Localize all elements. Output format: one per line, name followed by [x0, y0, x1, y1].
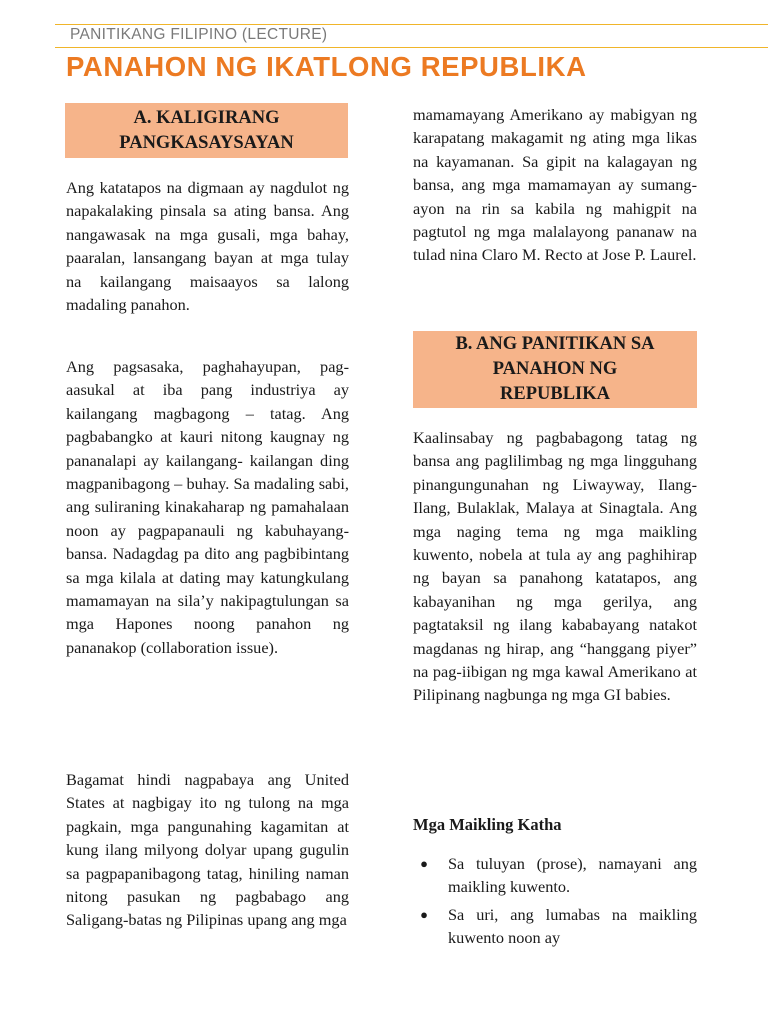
paragraph-panitikan: Kaalinsabay ng pagbabagong tatag ng bansa ang paglilimbag ng mga lingguhang pinangungunahan ng Liwayway, Ilang-Ilang, Bulaklak, Malaya at Sinagtala. Ang mga naging tema ng mga maikling kuwento, nobela at tula ay ang paghihirap ng bayan sa panahong katatapos, ang kabayanihan ng mga gerilya, ang pagtataksil ng ilang kababayang natakot magdanas ng hirap, ang “hanggang piyer” na pag-iibigan ng mga kawal Amerikano at Pilipinang nagbunga ng mga GI babies. — [413, 428, 697, 705]
paragraph-industry: Ang pagsasaka, paghahayupan, pag-aasukal at iba pang industriya ay kailangang magbagong – tatag. Ang pagbabangko at kauri nitong kaugnay ng pananalapi ay kailangang- kailangan ding magpanibagong – buhay. Sa madaling sabi, ang suliraning kinakaharap ng pamahalaan noon ay pagpapanauli ng kabuhayang-bansa. Nadagdag pa dito ang pagbibintang sa mga kilala at dating may katungkulang mamamayan na sila’y nakipagtulungan sa mga Hapones noong panahon ng pananakop (collaboration issue). — [66, 357, 349, 657]
page-title: PANAHON NG IKATLONG REPUBLIKA — [66, 51, 587, 82]
header-bottom-rule — [55, 47, 768, 48]
section-a-heading-line1: A. KALIGIRANG — [133, 107, 280, 128]
paragraph-continuation: mamamayang Amerikano ay mabigyan ng karapatang makagamit ng ating mga likas na kayamanan. Sa gipit na kalagayan ng bansa, ang mga mamamayan ay sumang-ayon na rin sa kabila ng mahigpit na pagtutol ng mga malalayong pananaw na tulad nina Claro M. Recto at Jose P. Laurel. — [413, 105, 697, 265]
section-a-heading-line2: PANGKASAYSAYAN — [119, 132, 294, 153]
section-b-heading-line3: REPUBLIKA — [500, 384, 610, 404]
bullet-icon: ● — [420, 856, 428, 871]
bullet-text: Sa uri, ang lumabas na maikling kuwento noon ay — [448, 904, 697, 948]
header-top-rule — [55, 24, 768, 25]
subheading-maikling-katha: Mga Maikling Katha — [413, 815, 562, 834]
bullet-icon: ● — [420, 906, 428, 922]
paragraph-intro: Ang katatapos na digmaan ay nagdulot ng napakalaking pinsala sa ating bansa. Ang nangawasak na mga gusali, mga bahay, paaralan, lansangang bayan at mga tulay na kailangang maisaayos sa lalong madaling panahon. — [66, 178, 349, 315]
list-item — [414, 903, 697, 950]
section-b-heading — [413, 331, 697, 408]
bullet-list — [414, 852, 697, 950]
bullet-text: Sa tuluyan (prose), namayani ang maikling kuwento. — [448, 854, 697, 897]
section-b-heading-line2: PANAHON NG — [492, 359, 618, 379]
section-b-heading-line1: B. ANG PANITIKAN SA — [455, 334, 655, 354]
list-item — [414, 852, 697, 899]
paragraph-united-states: Bagamat hindi nagpabaya ang United States at nagbigay ito ng tulong na mga pagkain, mga pangunahing kagamitan at kung ilang milyong dolyar upang gugulin sa pagpapanibagong tatag, hiniling naman nitong pasukan ng pagbabago ang Saligang-batas ng Pilipinas upang ang mga — [66, 770, 349, 930]
course-label: PANITIKANG FILIPINO (LECTURE) — [70, 26, 328, 43]
section-a-heading — [65, 103, 348, 158]
